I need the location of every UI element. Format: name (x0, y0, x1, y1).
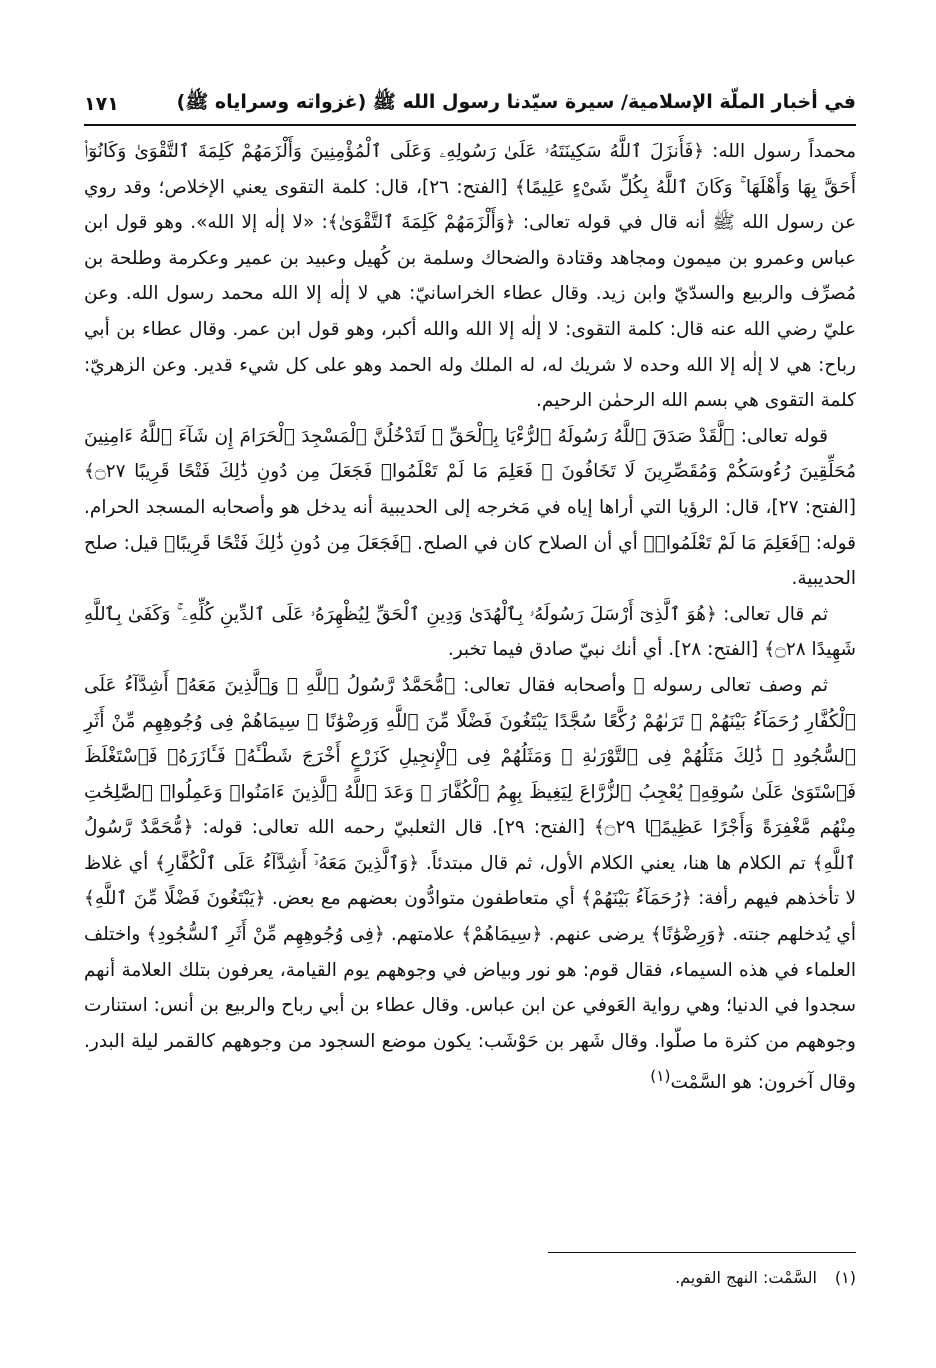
running-title: في أخبار الملّة الإسلامية/ سيرة سيّدنا رسول الله ﷺ (غزواته وسراياه ﷺ) (176, 91, 856, 113)
footnote (84, 1264, 856, 1292)
main-text (84, 134, 856, 1101)
footnote-divider (548, 1252, 856, 1253)
footnote-text: السَّمْت: النهج القويم. (675, 1268, 817, 1287)
paragraph: محمداً رسول الله: ﴿فَأَنزَلَ ٱللَّهُ سَكِينَتَهُۥ عَلَىٰ رَسُولِهِۦ وَعَلَى ٱلْمُؤْمِنِينَ وَأَلْزَمَهُمْ كَلِمَةَ ٱلتَّقْوَىٰ وَكَانُوٓا۟ أَحَقَّ بِهَا وَأَهْلَهَا ۚ وَكَانَ ٱللَّهُ بِكُلِّ شَىْءٍ عَلِيمًا﴾ [الفتح: ٢٦]، قال: كلمة التقوى يعني الإخلاص؛ وقد روي عن رسول الله ﷺ أنه قال في قوله تعالى: ﴿وَأَلْزَمَهُمْ كَلِمَةَ ٱلتَّقْوَىٰ﴾: «لا إلٰه إلا الله». وهو قول ابن عباس وعمرو بن ميمون ومجاهد وقتادة والضحاك وسلمة بن كُهيل وعبيد بن عمير وعكرمة وطلحة بن مُصرِّف والربيع والسدّيّ وابن زيد. وقال عطاء الخراسانيّ: هي لا إلٰه إلا الله محمد رسول الله. وعن عليّ رضي الله عنه قال: كلمة التقوى: لا إلٰه إلا الله والله أكبر، وهو قول ابن عمر. وقال عطاء بن أبي رباح: هي لا إلٰه إلا الله وحده لا شريك له، له الملك وله الحمد وهو على كل شيء قدير. وعن الزهريّ: كلمة التقوى هي بسم الله الرحمٰن الرحيم. (84, 141, 856, 412)
footnote-number: (١) (834, 1268, 856, 1287)
page-header (84, 86, 856, 122)
paragraph: قوله تعالى: ﴿لَّقَدْ صَدَقَ ٱللَّهُ رَسُولَهُ ٱلرُّءْيَا بِٱلْحَقِّ ۖ لَتَدْخُلُنَّ ٱلْمَسْجِدَ ٱلْحَرَامَ إِن شَآءَ ٱللَّهُ ءَامِنِينَ مُحَلِّقِينَ رُءُوسَكُمْ وَمُقَصِّرِينَ لَا تَخَافُونَ ۖ فَعَلِمَ مَا لَمْ تَعْلَمُوا۟ فَجَعَلَ مِن دُونِ ذَٰلِكَ فَتْحًا قَرِيبًا ۝٢٧﴾ [الفتح: ٢٧]، قال: الرؤيا التي أراها إياه في مَخرجه إلى الحديبية أنه يدخل هو وأصحابه المسجد الحرام. قوله: ﴿فَعَلِمَ مَا لَمْ تَعْلَمُوا۟﴾ أي أن الصلاح كان في الصلح. ﴿فَجَعَلَ مِن دُونِ ذَٰلِكَ فَتْحًا قَرِيبًا﴾ قيل: صلح الحديبية. (84, 425, 856, 590)
page-number: ١٧١ (84, 93, 119, 115)
footnote-marker: (١) (650, 1067, 671, 1086)
paragraph (84, 668, 856, 1101)
header-divider (84, 124, 856, 126)
paragraph: ثم قال تعالى: ﴿هُوَ ٱلَّذِىٓ أَرْسَلَ رَسُولَهُۥ بِٱلْهُدَىٰ وَدِينِ ٱلْحَقِّ لِيُظْهِرَهُۥ عَلَى ٱلدِّينِ كُلِّهِۦ ۚ وَكَفَىٰ بِٱللَّهِ شَهِيدًا ۝٢٨﴾ [الفتح: ٢٨]. أي أنك نبيّ صادق فيما تخبر. (84, 603, 856, 661)
paragraph-text: ثم وصف تعالى رسوله ﷺ وأصحابه فقال تعالى: ﴿مُّحَمَّدٌ رَّسُولُ ٱللَّهِ ۚ وَٱلَّذِينَ مَعَهُۥٓ أَشِدَّآءُ عَلَى ٱلْكُفَّارِ رُحَمَآءُ بَيْنَهُمْ ۖ تَرَىٰهُمْ رُكَّعًا سُجَّدًا يَبْتَغُونَ فَضْلًا مِّنَ ٱللَّهِ وَرِضْوَٰنًا ۖ سِيمَاهُمْ فِى وُجُوهِهِم مِّنْ أَثَرِ ٱلسُّجُودِ ۚ ذَٰلِكَ مَثَلُهُمْ فِى ٱلتَّوْرَىٰةِ ۚ وَمَثَلُهُمْ فِى ٱلْإِنجِيلِ كَزَرْعٍ أَخْرَجَ شَطْـَٔهُۥ فَـَٔازَرَهُۥ فَٱسْتَغْلَظَ فَٱسْتَوَىٰ عَلَىٰ سُوقِهِۦ يُعْجِبُ ٱلزُّرَّاعَ لِيَغِيظَ بِهِمُ ٱلْكُفَّارَ ۗ وَعَدَ ٱللَّهُ ٱلَّذِينَ ءَامَنُوا۟ وَعَمِلُوا۟ ٱلصَّٰلِحَٰتِ مِنْهُم مَّغْفِرَةً وَأَجْرًا عَظِيمًۢا ۝٢٩﴾ [الفتح: ٢٩]. قال الثعلبيّ رحمه الله تعالى: قوله: ﴿مُّحَمَّدٌ رَّسُولُ ٱللَّهِ﴾ تم الكلام ها هنا، يعني الكلام الأول، ثم قال مبتدئاً. ﴿وَٱلَّذِينَ مَعَهُۥٓ أَشِدَّآءُ عَلَى ٱلْكُفَّارِ﴾ أي غلاظ لا تأخذهم فيهم رأفة: ﴿رُحَمَآءُ بَيْنَهُمْ﴾ أي متعاطفون متوادُّون بعضهم مع بعض. ﴿يَبْتَغُونَ فَضْلًا مِّنَ ٱللَّهِ﴾ أي يُدخلهم جنته. ﴿وَرِضْوَٰنًا﴾ يرضى عنهم. ﴿سِيمَاهُمْ﴾ علامتهم. ﴿فِى وُجُوهِهِم مِّنْ أَثَرِ ٱلسُّجُودِ﴾ واختلف العلماء في هذه السيماء، فقال قوم: هو نور وبياض في وجوههم يوم القيامة، يعرفون بتلك العلامة أنهم سجدوا في الدنيا؛ وهي رواية العَوفي عن ابن عباس. وقال عطاء بن أبي رباح والربيع بن أنس: استنارت وجوههم من كثرة ما صلّوا. وقال شَهر بن حَوْشَب: يكون موضع السجود من وجوههم كالقمر ليلة البدر. وقال آخرون: هو السَّمْت (84, 674, 856, 1094)
